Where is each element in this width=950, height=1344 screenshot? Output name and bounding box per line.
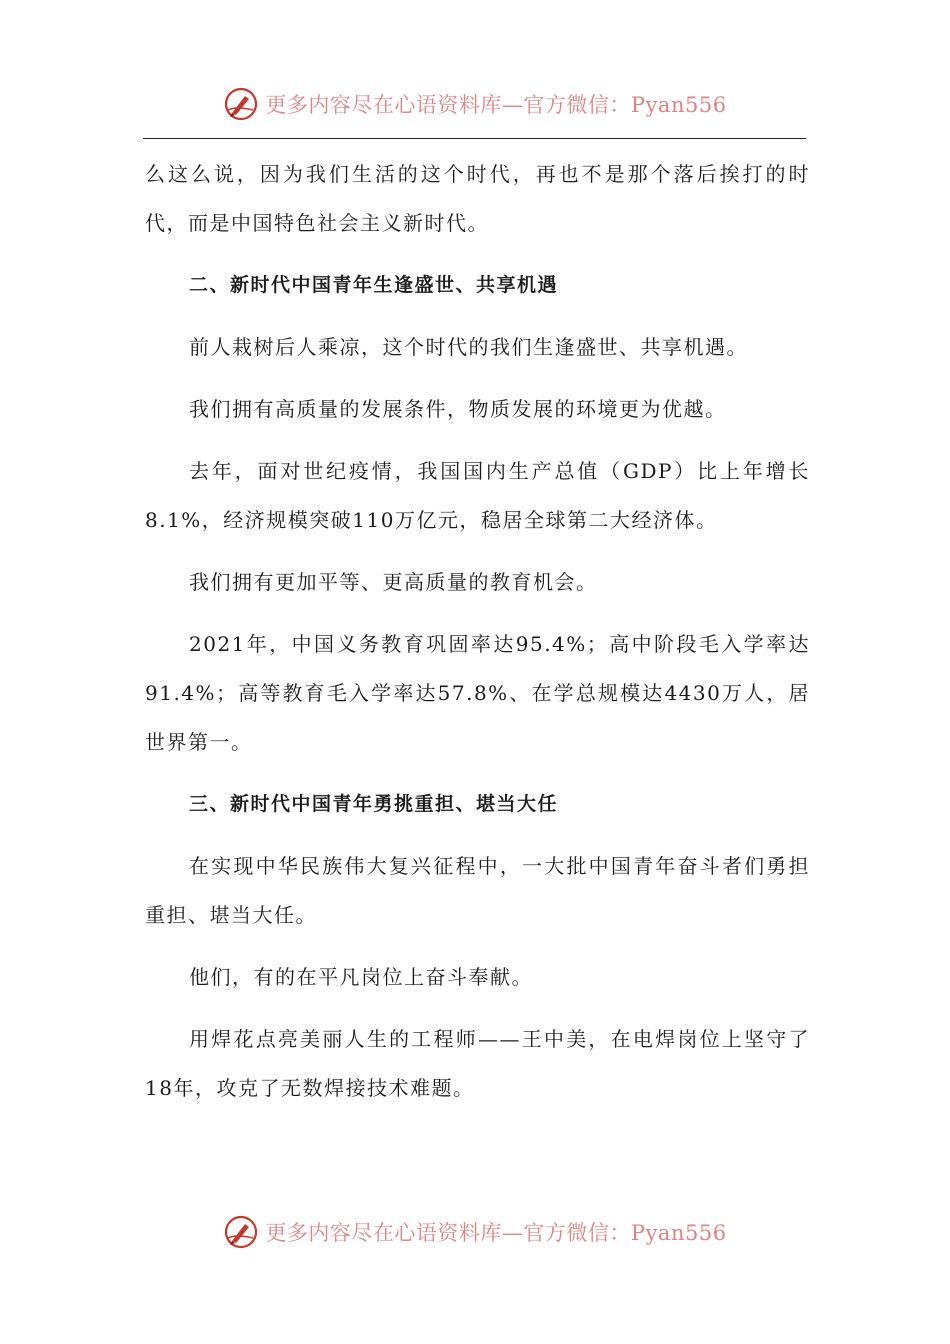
header-banner-text: 更多内容尽在心语资料库—官方微信：Pyan556	[265, 93, 727, 117]
document-body	[145, 150, 810, 1113]
paragraph: 前人栽树后人乘凉，这个时代的我们生逢盛世、共享机遇。	[189, 335, 748, 359]
paragraph: 他们，有的在平凡岗位上奋斗奉献。	[189, 965, 533, 989]
paragraph: 么这么说，因为我们生活的这个时代，再也不是那个落后挨打的时代，而是中国特色社会主义新时代。	[145, 162, 810, 235]
footer-banner-text: 更多内容尽在心语资料库—官方微信：Pyan556	[265, 1221, 727, 1245]
paragraph: 去年，面对世纪疫情，我国国内生产总值（GDP）比上年增长8.1%，经济规模突破110万亿元，稳居全球第二大经济体。	[145, 459, 810, 532]
section-heading: 三、新时代中国青年勇挑重担、堪当大任	[189, 793, 559, 815]
paragraph: 我们拥有更加平等、更高质量的教育机会。	[189, 570, 598, 594]
footer-banner	[0, 1210, 950, 1254]
paragraph: 我们拥有高质量的发展条件，物质发展的环境更为优越。	[189, 397, 727, 421]
paragraph: 在实现中华民族伟大复兴征程中，一大批中国青年奋斗者们勇担重担、堪当大任。	[145, 854, 810, 927]
section-heading: 二、新时代中国青年生逢盛世、共享机遇	[189, 274, 559, 296]
paragraph: 用焊花点亮美丽人生的工程师——王中美，在电焊岗位上坚守了18年，攻克了无数焊接技术难题。	[145, 1027, 810, 1100]
pen-logo-icon	[223, 1214, 259, 1250]
header-divider	[143, 138, 806, 139]
pen-logo-icon	[223, 86, 259, 122]
paragraph: 2021年，中国义务教育巩固率达95.4%；高中阶段毛入学率达91.4%；高等教育毛入学率达57.8%、在学总规模达4430万人，居世界第一。	[145, 632, 810, 754]
header-banner	[0, 82, 950, 126]
